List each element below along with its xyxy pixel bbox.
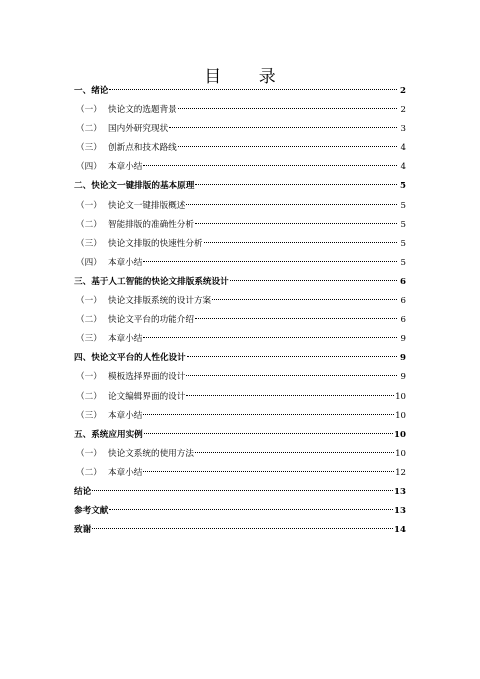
toc-page-number: 5	[400, 257, 406, 268]
toc-entry-text: 五、系统应用实例	[74, 429, 143, 440]
toc-dot-leader	[143, 471, 394, 472]
toc-entry-text: 一、绪论	[74, 86, 109, 96]
toc-dot-leader	[143, 337, 397, 338]
toc-chapter-entry[interactable]	[74, 502, 406, 521]
toc-dot-leader	[178, 108, 397, 109]
toc-entry-text: 快论文的选题背景	[108, 105, 177, 116]
toc-page-number: 12	[395, 467, 406, 478]
toc-dot-leader	[178, 146, 397, 147]
toc-dot-leader	[169, 127, 397, 128]
toc-section-entry[interactable]	[74, 101, 406, 120]
toc-page-number: 5	[400, 219, 406, 230]
toc-entry-text: 智能排版的准确性分析	[108, 219, 194, 230]
toc-dot-leader	[186, 375, 397, 376]
toc-title: 目 录	[204, 67, 292, 87]
toc-entry-number: （二）	[76, 391, 102, 402]
toc-section-entry[interactable]	[74, 139, 406, 158]
toc-page-number: 2	[400, 86, 406, 96]
toc-dot-leader	[230, 280, 397, 281]
toc-entry-text: 四、快论文平台的人性化设计	[74, 353, 186, 364]
toc-dot-leader	[143, 261, 397, 262]
toc-dot-leader	[144, 433, 393, 434]
toc-section-entry[interactable]	[74, 368, 406, 387]
toc-entry-number: （一）	[76, 448, 102, 459]
toc-section-entry[interactable]	[74, 292, 406, 311]
toc-entry-text: 快论文排版系统的设计方案	[108, 296, 212, 307]
toc-section-entry[interactable]	[74, 330, 406, 349]
toc-chapter-entry[interactable]	[74, 483, 406, 502]
toc-entry-text: 论文编辑界面的设计	[108, 391, 186, 402]
toc-entry-number: （一）	[76, 200, 102, 211]
toc-page-number: 3	[400, 124, 406, 135]
toc-entry-text: 本章小结	[108, 257, 143, 268]
toc-entry-text: 快论文平台的功能介绍	[108, 315, 194, 326]
toc-entry-text: 国内外研究现状	[108, 124, 169, 135]
toc-page-number: 5	[400, 238, 406, 249]
toc-entry-number: （一）	[76, 372, 102, 383]
toc-entry-number: （三）	[76, 143, 102, 154]
toc-entry-text: 本章小结	[108, 334, 143, 345]
toc-chapter-entry[interactable]	[74, 426, 406, 445]
toc-page-number: 6	[400, 276, 406, 287]
toc-page-number: 4	[400, 162, 406, 173]
toc-page-number: 5	[400, 200, 406, 211]
toc-section-entry[interactable]	[74, 120, 406, 139]
toc-chapter-entry[interactable]	[74, 521, 406, 540]
toc-section-entry[interactable]	[74, 407, 406, 426]
toc-page-number: 9	[400, 353, 406, 364]
toc-entry-number: （二）	[76, 467, 102, 478]
toc-entry-number: （三）	[76, 410, 102, 421]
toc-page-number: 2	[400, 105, 406, 116]
table-of-contents	[74, 82, 406, 540]
toc-section-entry[interactable]	[74, 254, 406, 273]
toc-dot-leader	[143, 414, 394, 415]
toc-page-number: 14	[394, 525, 406, 536]
toc-entry-text: 结论	[74, 486, 92, 497]
toc-section-entry[interactable]	[74, 445, 406, 464]
toc-chapter-entry[interactable]	[74, 177, 406, 196]
toc-page-number: 10	[394, 429, 406, 440]
toc-chapter-entry[interactable]	[74, 349, 406, 368]
toc-page-number: 9	[400, 372, 406, 383]
toc-page-number: 10	[395, 448, 406, 459]
toc-section-entry[interactable]	[74, 311, 406, 330]
toc-entry-text: 本章小结	[108, 410, 143, 421]
toc-dot-leader	[109, 89, 397, 90]
toc-entry-text: 本章小结	[108, 467, 143, 478]
toc-entry-text: 三、基于人工智能的快论文排版系统设计	[74, 276, 229, 287]
toc-entry-number: （二）	[76, 315, 102, 326]
toc-section-entry[interactable]	[74, 235, 406, 254]
toc-entry-text: 致谢	[74, 525, 92, 536]
toc-chapter-entry[interactable]	[74, 82, 406, 101]
toc-entry-text: 快论文系统的使用方法	[108, 448, 194, 459]
toc-dot-leader	[143, 165, 397, 166]
toc-page-number: 9	[400, 334, 406, 345]
toc-section-entry[interactable]	[74, 464, 406, 483]
toc-chapter-entry[interactable]	[74, 273, 406, 292]
toc-dot-leader	[92, 528, 393, 529]
toc-entry-number: （四）	[76, 162, 102, 173]
toc-page-number: 10	[395, 391, 406, 402]
toc-entry-text: 二、快论文一键排版的基本原理	[74, 181, 195, 192]
toc-entry-number: （四）	[76, 257, 102, 268]
toc-dot-leader	[195, 318, 397, 319]
toc-entry-number: （三）	[76, 238, 102, 249]
toc-dot-leader	[186, 395, 394, 396]
toc-section-entry[interactable]	[74, 388, 406, 407]
toc-section-entry[interactable]	[74, 197, 406, 216]
toc-page-number: 13	[394, 486, 406, 497]
toc-dot-leader	[186, 204, 397, 205]
toc-entry-number: （一）	[76, 105, 102, 116]
toc-entry-text: 本章小结	[108, 162, 143, 173]
toc-entry-number: （一）	[76, 296, 102, 307]
toc-dot-leader	[195, 184, 397, 185]
toc-page-number: 13	[394, 506, 406, 517]
toc-entry-text: 创新点和技术路线	[108, 143, 177, 154]
toc-dot-leader	[195, 452, 394, 453]
toc-page-number: 10	[395, 410, 406, 421]
toc-page-number: 6	[400, 296, 406, 307]
toc-dot-leader	[109, 509, 393, 510]
toc-entry-text: 参考文献	[74, 506, 109, 517]
toc-dot-leader	[212, 299, 397, 300]
toc-entry-number: （二）	[76, 219, 102, 230]
toc-dot-leader	[92, 490, 393, 491]
toc-section-entry[interactable]	[74, 158, 406, 177]
toc-page-number: 4	[400, 143, 406, 154]
toc-entry-number: （二）	[76, 124, 102, 135]
toc-section-entry[interactable]	[74, 216, 406, 235]
toc-page-number: 6	[400, 315, 406, 326]
toc-entry-text: 模板选择界面的设计	[108, 372, 186, 383]
toc-entry-text: 快论文排版的快速性分析	[108, 238, 203, 249]
toc-dot-leader	[195, 223, 397, 224]
toc-page-number: 5	[400, 181, 406, 192]
toc-dot-leader	[204, 242, 397, 243]
toc-dot-leader	[187, 356, 397, 357]
toc-entry-number: （三）	[76, 334, 102, 345]
toc-entry-text: 快论文一键排版概述	[108, 200, 186, 211]
